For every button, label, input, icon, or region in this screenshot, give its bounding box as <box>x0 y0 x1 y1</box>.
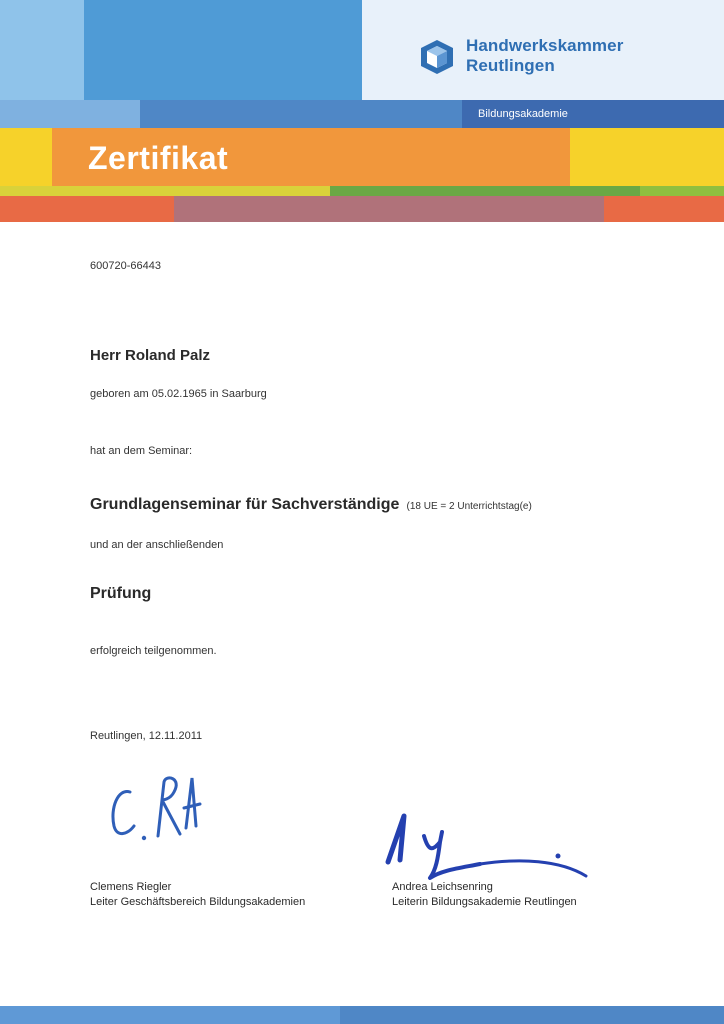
signatory-left-role: Leiter Geschäftsbereich Bildungsakademien <box>90 896 306 908</box>
signature-leichsenring <box>380 798 600 888</box>
hwk-cube-logo-icon <box>418 38 456 76</box>
certificate-number: 600720-66443 <box>90 260 161 272</box>
band-mid-blue <box>84 0 362 100</box>
band-strip-light <box>0 100 140 128</box>
signatory-right-name: Andrea Leichsenring <box>392 881 493 893</box>
org-name-line1: Handwerkskammer <box>466 36 624 55</box>
certificate-title: Zertifikat <box>88 140 229 176</box>
org-name-line2: Reutlingen <box>466 56 555 75</box>
result-line: erfolgreich teilgenommen. <box>90 645 217 657</box>
connector-line: und an der anschließenden <box>90 539 224 551</box>
signature-riegler <box>100 768 220 858</box>
place-date: Reutlingen, 12.11.2011 <box>90 730 203 742</box>
intro-line: hat an dem Seminar: <box>90 445 193 457</box>
department-label: Bildungsakademie <box>478 108 568 120</box>
seminar-note: (18 UE = 2 Unterrichtstag(e) <box>406 501 532 512</box>
signatory-right <box>392 880 577 910</box>
birth-line: geboren am 05.02.1965 in Saarburg <box>90 388 267 400</box>
seminar-line <box>90 496 532 514</box>
signatory-left <box>90 880 305 910</box>
band-yellow-right <box>570 128 724 186</box>
footer-band <box>0 1006 724 1024</box>
band-thin-yellow <box>0 186 330 196</box>
footer-band-light <box>0 1006 340 1024</box>
recipient-name: Herr Roland Palz <box>90 347 211 364</box>
band-yellow-left <box>0 128 52 186</box>
org-name <box>466 36 623 76</box>
band-mauve <box>174 196 604 222</box>
band-light-blue-left <box>0 0 84 100</box>
seminar-title: Grundlagenseminar für Sachverständige <box>90 496 400 513</box>
exam-title: Prüfung <box>90 585 152 602</box>
signatory-right-role: Leiterin Bildungsakademie Reutlingen <box>392 896 577 908</box>
band-thin-green-dark <box>330 186 640 196</box>
signatory-left-name: Clemens Riegler <box>90 881 172 893</box>
